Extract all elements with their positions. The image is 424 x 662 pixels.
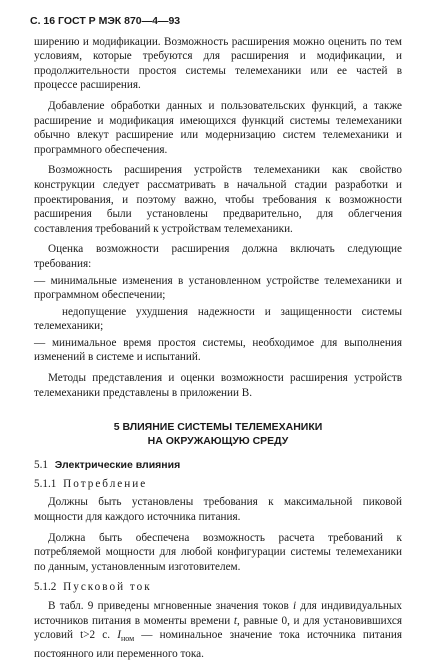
list-item: — минимальное время простоя системы, необходимое для выполнения изменений в системе и испытаний. bbox=[34, 336, 402, 364]
paragraph: Возможность расширения устройств телемеханики как свойство конструкции следует рассматривать в начальной стадии разработки и проектирования, и поэтому важно, чтобы требования к возможности расширения были установлены предварительно, для облегчения составления требований к устройствам телемеханики. bbox=[34, 164, 402, 235]
paragraph: Должны быть установлены требования к максимальной пиковой мощности для каждого источника питания. bbox=[34, 496, 402, 524]
paragraph: В табл. 9 приведены мгновенные значения токов i для индивидуальных источников питания в моменты времени t, равные 0, и для установившихся условий t>2 с. $I_{ном}$ — номинальное значение тока источника питания постоянного или переменного тока. bbox=[34, 600, 402, 661]
page-header: С. 16 ГОСТ Р МЭК 870—4—93 bbox=[30, 15, 181, 27]
subsection-heading: 5.1 Электрические влияния bbox=[34, 459, 181, 472]
paragraph: ширению и модификации. Возможность расширения можно оценить по тем условиям, которые требуются для расширения и модификации, и продолжительности простоя системы телемеханики или ее частей в процессе расширения. bbox=[34, 35, 402, 92]
list-item: недопущение ухудшения надежности и защищенности системы телемеханики; bbox=[34, 305, 402, 333]
paragraph: Добавление обработки данных и пользовательских функций, а также расширение и модификация имеющихся функций системы телемеханики обычно влекут расширение или модернизацию систем телемеханики и программного обеспечения. bbox=[34, 99, 402, 156]
paragraph: Методы представления и оценки возможности расширения устройств телемеханики представлены в приложении В. bbox=[34, 372, 402, 399]
paragraph: Оценка возможности расширения должна включать следующие требования: bbox=[34, 243, 402, 270]
section-title: 5 ВЛИЯНИЕ СИСТЕМЫ ТЕЛЕМЕХАНИКИ НА ОКРУЖАЮЩУЮ СРЕДУ bbox=[113, 421, 323, 448]
paragraph: Должна быть обеспечена возможность расчета требований к потребляемой мощности для любой конфигурации системы телемеханики по данным, установленным изготовителем. bbox=[34, 531, 402, 573]
list-item: — минимальные изменения в установленном устройстве телемеханики и программном обеспечении; bbox=[34, 274, 402, 302]
subsection-heading: 5.1.2 Пусковой ток bbox=[34, 581, 152, 594]
subsection-heading: 5.1.1 Потребление bbox=[34, 477, 148, 490]
